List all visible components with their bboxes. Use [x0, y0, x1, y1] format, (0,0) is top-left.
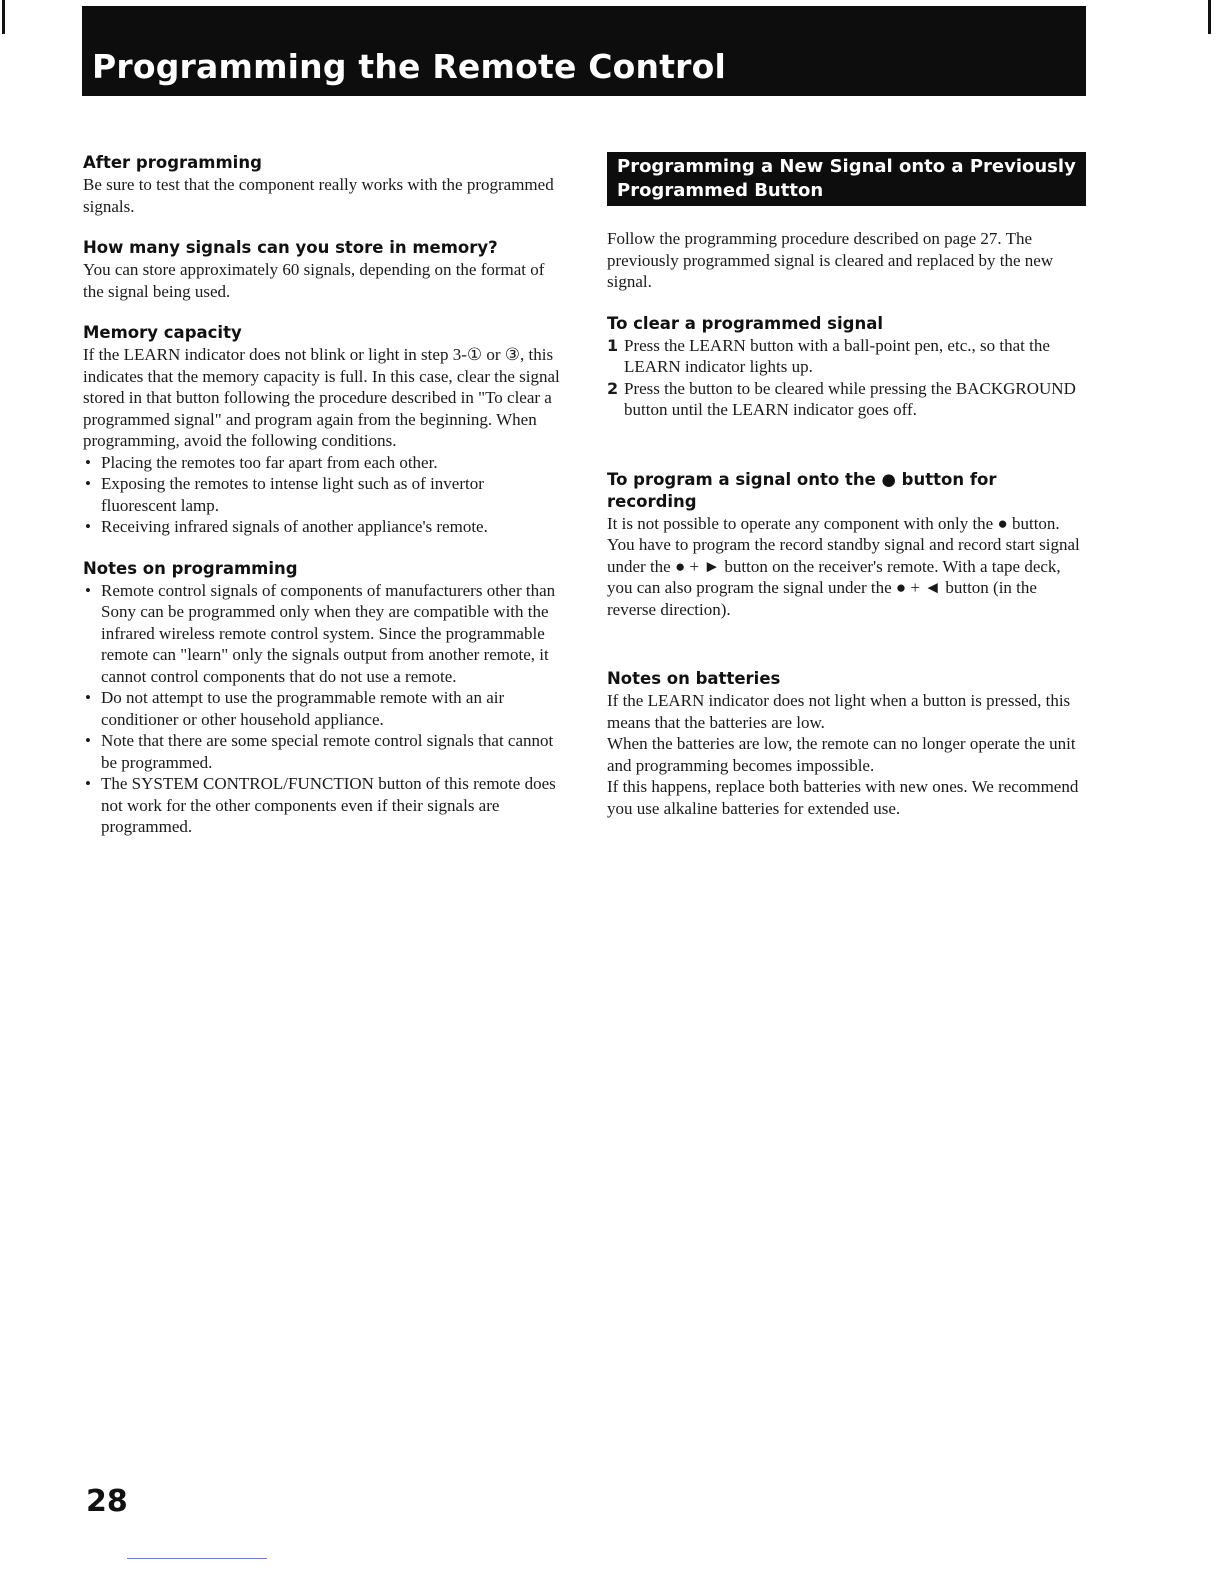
right-column [607, 152, 1087, 839]
scan-edge-mark-right [1208, 0, 1211, 34]
text-how-many-signals: You can store approximately 60 signals, depending on the format of the signal being used. [83, 260, 545, 301]
list-item: • Receiving infrared signals of another appliance's remote. [83, 516, 563, 538]
section-how-many-signals [83, 237, 563, 302]
step-number: 2 [607, 378, 619, 398]
footer-rule [127, 1558, 267, 1559]
text-record-button: It is not possible to operate any component with only the ● button. You have to program the record standby signal and record start signal under the ● + ► button on the receiver's remote. With a tape deck, you can also program the signal under the ● + ◄ button (in the reverse direction). [607, 513, 1080, 619]
heading-notes-on-batteries: Notes on batteries [607, 669, 781, 688]
heading-record-button: To program a signal onto the ● button for recording [607, 469, 997, 511]
page-title: Programming the Remote Control [92, 47, 727, 86]
list-item: • Exposing the remotes to intense light such as of invertor fluorescent lamp. [83, 473, 563, 516]
memory-capacity-conditions-list [83, 452, 563, 538]
spacer [607, 640, 1087, 668]
page-title-bar [82, 6, 1086, 96]
list-item: • Note that there are some special remote control signals that cannot be programmed. [83, 730, 563, 773]
list-item: • Remote control signals of components of manufacturers other than Sony can be programmed only when they are compatible with the infrared wireless remote control system. Since the programmable remote can "learn" only the signals output from another remote, it cannot control components that do not use a remote. [83, 580, 563, 688]
heading-after-programming: After programming [83, 153, 262, 172]
batteries-paragraph: If this happens, replace both batteries with new ones. We recommend you use alkaline batteries for extended use. [607, 777, 1079, 818]
list-item: • Do not attempt to use the programmable remote with an air conditioner or other household appliance. [83, 687, 563, 730]
notes-on-programming-list [83, 580, 563, 838]
batteries-paragraph: If the LEARN indicator does not light when a button is pressed, this means that the batteries are low. [607, 691, 1071, 732]
step-text: Press the button to be cleared while pressing the BACKGROUND button until the LEARN indicator goes off. [624, 378, 1076, 419]
section-title [617, 155, 1076, 203]
section-record-button [607, 469, 1087, 621]
section-title-line-1: Programming a New Signal onto a Previously [617, 156, 1076, 177]
clear-signal-steps [607, 335, 1087, 421]
section-title-box [607, 152, 1086, 206]
batteries-paragraph: When the batteries are low, the remote can no longer operate the unit and programming becomes impossible. [607, 734, 1076, 775]
heading-memory-capacity: Memory capacity [83, 323, 242, 342]
left-column [83, 152, 563, 858]
text-memory-capacity: If the LEARN indicator does not blink or light in step 3-① or ③, this indicates that the memory capacity is full. In this case, clear the signal stored in that button following the procedure described in "To clear a programmed signal" and program again from the beginning. When programming, avoid the following conditions. [83, 345, 560, 450]
section-notes-on-programming [83, 558, 563, 838]
step-number: 1 [607, 335, 619, 355]
section-clear-signal [607, 313, 1087, 421]
list-item: • The SYSTEM CONTROL/FUNCTION button of this remote does not work for the other components even if their signals are programmed. [83, 773, 563, 838]
list-item: • Placing the remotes too far apart from each other. [83, 452, 563, 474]
section-after-programming [83, 152, 563, 217]
step-item [607, 335, 1087, 378]
intro-text: Follow the programming procedure described on page 27. The previously programmed signal is cleared and replaced by the new signal. [607, 229, 1054, 291]
section-memory-capacity [83, 322, 563, 538]
heading-clear-signal: To clear a programmed signal [607, 313, 883, 333]
section-notes-on-batteries [607, 668, 1087, 819]
section-title-line-2: Programmed Button [617, 180, 824, 201]
step-item [607, 378, 1087, 421]
scan-edge-mark-left [2, 0, 5, 34]
spacer [607, 441, 1087, 469]
heading-how-many-signals: How many signals can you store in memory? [83, 238, 498, 257]
heading-notes-on-programming: Notes on programming [83, 558, 298, 578]
section-intro [607, 228, 1087, 293]
step-text: Press the LEARN button with a ball-point pen, etc., so that the LEARN indicator lights up. [624, 335, 1050, 376]
text-after-programming: Be sure to test that the component really works with the programmed signals. [83, 175, 554, 216]
page-number: 28 [86, 1484, 128, 1519]
